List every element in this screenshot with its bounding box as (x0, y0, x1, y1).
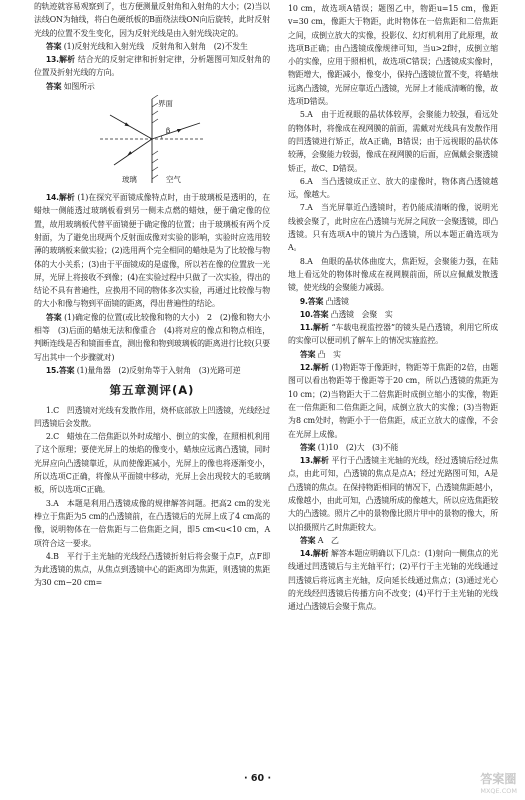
answer-9 (288, 295, 498, 308)
paragraph: 的轨迹就容易观察到了，也方便测量反射角和入射角的大小；(2)当以法线ON为轴线，将白色硬纸板的B面绕法线ON向后旋转，此时反射光线的位置不发生变化，因为反射光线是由入射光线决定的。 (34, 2, 270, 38)
analysis-label: 解析 (58, 55, 76, 65)
analysis-12 (288, 361, 498, 441)
answer-14 (34, 311, 270, 364)
analysis-label: 解析 (312, 363, 329, 373)
analysis-13 (34, 53, 270, 80)
question-number: 10. (299, 309, 313, 319)
analysis-13 (288, 454, 498, 534)
refraction-diagram (92, 95, 212, 187)
answer-text: 凸 实 (317, 349, 341, 359)
analysis-label: 解析 (312, 456, 329, 466)
answer-12 (288, 441, 498, 454)
solution-4: 4.B 平行于主光轴的光线经凸透镜折射后将会聚于点F，点F即为此透镜的焦点，从焦点到透镜中心的距离即为焦距，则透镜的焦距为30 cm−20 cm= (34, 551, 270, 588)
answer-text: 凸透镜 会聚 实 (330, 309, 393, 319)
analysis-text: 平行于凸透镜主光轴的光线，经过透镜后经过焦点，由此可知，凸透镜的焦点是点A；经过光路图可知，A是凸透镜的焦点。在保持物距相同的情况下，凸透镜焦距越小，成像越小，由此可知，凸透镜所成的像越大，所以应选焦距较大的凸透镜。照片乙中的景物像比照片甲中的景物的像大，所以拍摄照片乙时焦距较大。 (288, 456, 499, 532)
left-column (34, 0, 270, 590)
answer-12 (34, 40, 270, 53)
analysis-text: 结合光的反射定律和折射定律，分析题图可知反射角的位置及折射光线的方向。 (34, 55, 271, 78)
analysis-11 (288, 321, 498, 348)
analysis-14 (34, 191, 270, 311)
question-number: 11. (299, 323, 313, 333)
answer-10 (288, 308, 498, 321)
answer-text: (1)反射光线和入射光线 反射角和入射角 (2)不发生 (63, 41, 248, 51)
solution-4-continued: 10 cm，故选项A错误；题图乙中，物距u=15 cm，像距v=30 cm，像距大于物距，此时物体在一倍焦距和二倍焦距之间，成倒立放大的实像，投影仪、幻灯机利用了此原理，故选项B正确；由凸透镜成像规律可知，当u>2f时，成倒立缩小的实像，应用于照相机，故选项C错误；凸透镜成实像时，物距增大，像距减小，像变小，保持凸透镜位置不变，将蜡烛远离凸透镜，光屏应靠近凸透镜，光屏上才能成清晰的像，故选项D错误。 (288, 4, 498, 107)
answer-label: 答案 (312, 309, 329, 319)
refraction-figure (34, 95, 270, 187)
solution-5: 5.A 由于近视眼的晶状体较厚，会聚能力较强，看远处的物体时，将像成在视网膜的前面，需戴对光线具有发散作用的凹透镜进行矫正，故A正确，B错误；由于远视眼的晶状体较薄，会聚能力较弱，像成在视网膜的后面，应佩戴会聚透镜矫正，故C、D错误。 (288, 110, 498, 173)
analysis-text: “车载电视监控器”的镜头是凸透镜，利用它所成的实像可以便司机了解车上的情况实施监控。 (288, 323, 498, 346)
analysis-text: (1)物距等于像距时，物距等于焦距的2倍，由题图可以看出物距等于像距等于20 cm，所以凸透镜的焦距为10 cm；(2)当物距大于二倍焦距时成倒立缩小的实像，物距在一倍焦距和二倍焦距之间，成倒立放大的实像；(3)当物距为8 cm处时，物距小于一倍焦距，成正立放大的虚像，不会在光屏上成像。 (288, 363, 499, 439)
answer-text: 凸透镜 (325, 296, 349, 306)
question-number: 15. (45, 365, 59, 375)
answer-label: 答案 (299, 535, 316, 545)
angle-label: β (166, 126, 171, 136)
answer-text: (1)确定像的位置(或比较像和物的大小) 2 (2)像和物大小相等 (3)后面的蜡烛无法和像重合 (4)将对应的像点和物点相连，判断连线是否和镜面垂直，测出像和物到玻璃板的距离进行比较(只要写出其中一个步骤就对) (34, 312, 271, 362)
answer-text: 如图所示 (63, 81, 95, 91)
answer-label: 答案 (58, 365, 75, 375)
solution-7: 7.A 当光屏靠近凸透镜时，若仍能成清晰的像，说明光线被会聚了，此时应在凸透镜与光屏之间放一会聚透镜，即凸透镜。只有选项A中的镜片为凸透镜，所以本题正确选项为A。 (288, 203, 498, 253)
page-number: · 60 · (244, 773, 272, 784)
analysis-label: 解析 (58, 193, 75, 203)
answer-13 (34, 80, 270, 93)
solution-1: 1.C 凹透镜对光线有发散作用，烧杯底部放上凹透镜，光线经过凹透镜后会发散。 (34, 405, 270, 428)
question-number: 13. (299, 456, 313, 466)
answer-label: 答案 (299, 442, 316, 452)
solution-6: 6.A 当凸透镜成正立、放大的虚像时，物体离凸透镜越远，像越大。 (288, 176, 498, 200)
solution-8: 8.A 鱼眼的晶状体曲度大，焦距短，会聚能力强，在陆地上看远处的物体时像成在视网膜前面，所以应佩戴发散透镜，使光线的会聚能力减弱。 (288, 256, 498, 293)
solution-3: 3.A 本题是利用凸透镜成像的规律解答问题。把高2 cm的发光棒立于焦距为5 cm的凸透镜前，在凸透镜后的光屏上成了4 cm高的像，说明物体在一倍焦距与二倍焦距之间，即5 cm<u<10 cm，A项符合这一要求。 (34, 498, 270, 548)
answer-text: (1)量角器 (2)反射角等于入射角 (3)光路可逆 (76, 365, 241, 375)
answer-15 (34, 364, 270, 377)
answer-label: 答案 (299, 349, 316, 359)
glass-label: 玻璃 (122, 175, 137, 185)
analysis-text: 解答本题应明确以下几点：(1)射向一侧焦点的光线通过凹透镜后与主光轴平行；(2)平行于主光轴的光线通过凹透镜后将远离主光轴，反向延长线通过焦点；(3)通过光心的光线经凹透镜后传播方向不改变；(4)平行于主光轴的光线通过凸透镜后会聚于焦点。 (288, 549, 498, 612)
answer-text: A 乙 (317, 535, 339, 545)
air-label: 空气 (166, 175, 181, 185)
answer-text: (1)10 (2)大 (3)不能 (317, 442, 399, 452)
question-number: 13. (45, 55, 59, 65)
question-number: 14. (45, 193, 59, 203)
analysis-14 (288, 547, 498, 613)
answer-label: 答案 (45, 81, 62, 91)
answer-label: 答案 (307, 296, 324, 306)
question-number: 14. (299, 549, 313, 559)
watermark (480, 770, 517, 795)
watermark-text: 答案圈 (480, 772, 517, 786)
answer-11 (288, 348, 498, 361)
answer-label: 答案 (45, 41, 62, 51)
watermark-url: MXQE.COM (480, 787, 517, 795)
answer-13 (288, 534, 498, 547)
chapter-title: 第五章测评(A) (109, 383, 195, 398)
analysis-label: 解析 (312, 323, 329, 333)
answer-label: 答案 (45, 312, 62, 322)
analysis-text: (1)在探究平面镜成像特点时，由于玻璃板是透明的，在蜡烛一侧能透过玻璃板看到另一侧未点燃的蜡烛，便于确定像的位置，故用玻璃板代替平面镜便于确定像的位置；由于玻璃板有两个反射面，为了避免出现两个反射面成像对实验的影响，实验时应选用较薄的玻璃板来做实验；(2)选用两个完全相同的蜡烛是为了比较像与物体的大小关系；(3)由于平面镜成的是虚像，所以若在像的位置放一光屏，光屏上将接收不到像；(4)在实验过程中只做了一次实验，得出的结论不具有普遍性，应换用不同的物体多次实验，再通过比较像与物的大小和像与物到平面镜的距离，得出普遍性的结论。 (34, 193, 271, 309)
question-number: 9. (299, 296, 308, 306)
right-column (288, 2, 498, 614)
question-number: 12. (299, 363, 313, 373)
analysis-label: 解析 (312, 549, 329, 559)
interface-label: 界面 (158, 99, 173, 109)
solution-2: 2.C 蜡烛在二倍焦距以外时成缩小、倒立的实像，在照相机利用了这个原理；要使光屏上的烛焰的像变小，蜡烛应远离凸透镜，同时光屏应向凸透镜靠近，从而使像距减小，光屏上的像也将逐渐变小，所以选项C正确，将像从平面镜中移动，光屏上会出现较大的毛玻璃板，所以选项C正确。 (34, 432, 270, 495)
